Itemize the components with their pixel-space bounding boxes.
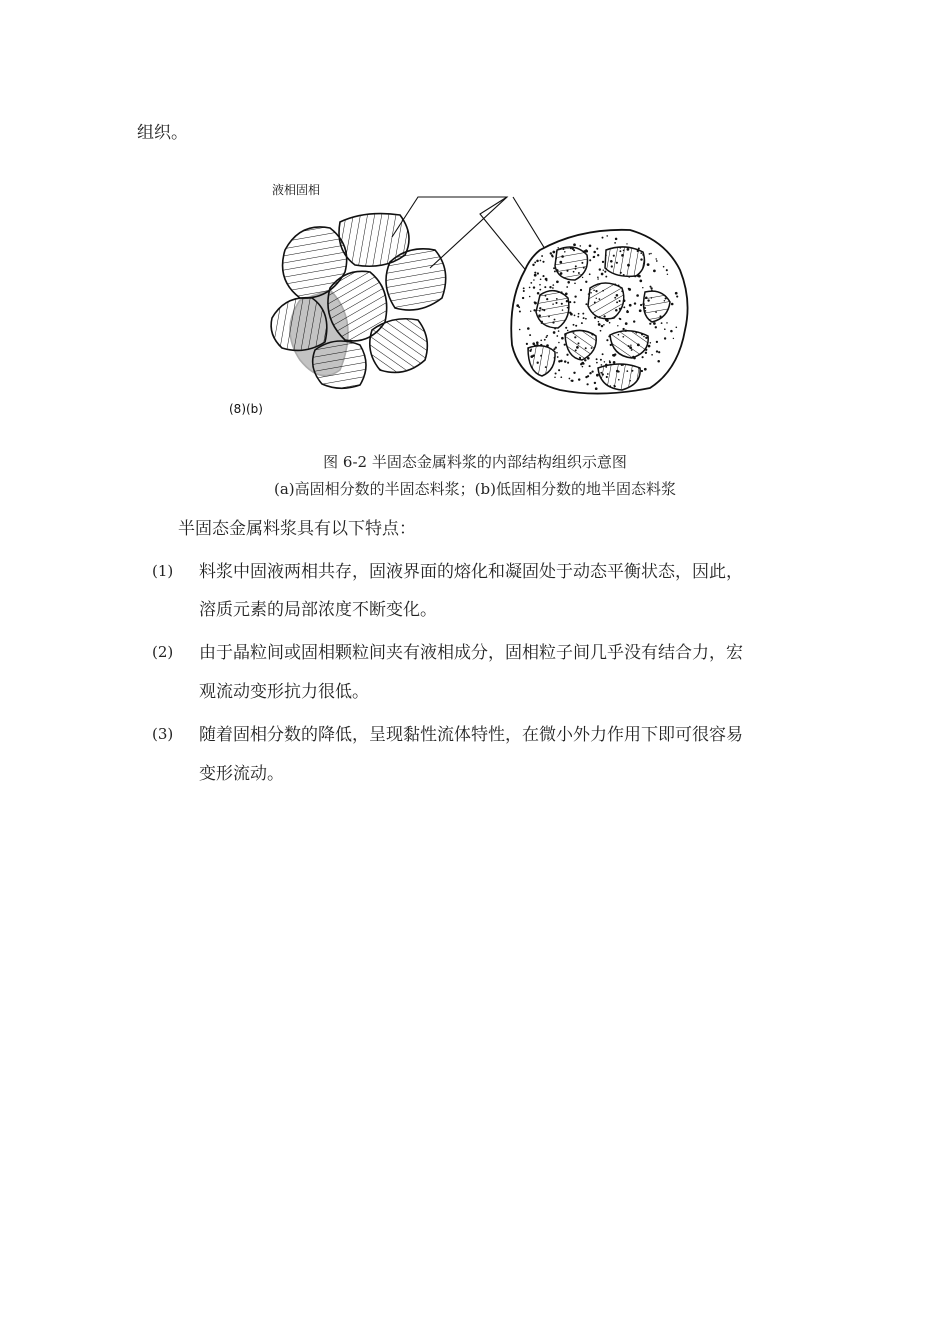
liquid-dot [597, 278, 599, 280]
liquid-dot [650, 342, 652, 344]
list-item-text: 观流动变形抗力很低。 [199, 682, 369, 702]
liquid-dot [567, 362, 569, 364]
liquid-dot [614, 353, 616, 355]
liquid-dot [601, 273, 604, 276]
liquid-dot [552, 284, 554, 286]
liquid-dot [561, 337, 564, 340]
liquid-dot [529, 334, 531, 336]
liquid-dot [625, 322, 628, 325]
liquid-dot [606, 339, 608, 341]
liquid-dot [642, 287, 643, 288]
liquid-dot [522, 297, 524, 299]
liquid-dot [574, 315, 576, 317]
liquid-dot [536, 260, 539, 263]
liquid-dot [565, 327, 567, 329]
liquid-dot [628, 288, 630, 290]
liquid-dot [657, 360, 660, 363]
liquid-dot [577, 316, 579, 318]
liquid-dot [560, 360, 563, 363]
liquid-dot [599, 268, 601, 270]
liquid-dot [540, 278, 542, 280]
liquid-dot [656, 260, 658, 262]
liquid-dot [550, 252, 552, 254]
liquid-dot [666, 322, 668, 324]
liquid-dot [553, 331, 556, 334]
liquid-dot [671, 303, 674, 306]
liquid-dot [519, 329, 521, 331]
liquid-dot [622, 328, 624, 330]
liquid-dot [554, 270, 556, 272]
liquid-dot [594, 382, 596, 384]
liquid-dot [578, 378, 580, 380]
liquid-dot [557, 247, 558, 248]
liquid-dot [656, 341, 658, 343]
liquid-dot [523, 287, 525, 289]
liquid-dot [596, 362, 598, 364]
liquid-dot [602, 353, 604, 355]
liquid-dot [542, 261, 544, 263]
liquid-dot [534, 272, 536, 274]
liquid-dot [544, 339, 546, 341]
list-number: (2) [152, 643, 174, 661]
liquid-dot [555, 346, 557, 348]
liquid-dot [596, 358, 598, 360]
liquid-dot [609, 360, 611, 362]
liquid-dot [595, 387, 598, 390]
list-number: (1) [152, 562, 174, 580]
liquid-dot [626, 243, 627, 244]
liquid-dot [589, 259, 591, 261]
liquid-dot [532, 264, 534, 266]
liquid-dot [585, 376, 587, 378]
liquid-dot [650, 253, 652, 255]
liquid-dot [586, 383, 588, 385]
liquid-dot [580, 289, 582, 291]
liquid-dot [558, 330, 560, 332]
liquid-dot [655, 326, 657, 328]
liquid-dot [533, 279, 535, 281]
liquid-dot [650, 286, 652, 288]
microstructure-figure [0, 0, 950, 420]
liquid-dot [581, 362, 584, 365]
liquid-dot [560, 376, 562, 378]
list-item-text: 随着固相分数的降低，呈现黏性流体特性，在微小外力作用下即可很容易 [199, 725, 743, 745]
liquid-dot [558, 342, 560, 344]
liquid-dot [529, 287, 531, 289]
liquid-dot [650, 287, 652, 289]
liquid-dot [549, 286, 551, 288]
liquid-dot [523, 290, 525, 292]
liquid-dot [589, 273, 591, 275]
liquid-dot [537, 272, 539, 274]
liquid-dot [591, 370, 593, 372]
liquid-dot [569, 378, 571, 380]
liquid-dot [556, 280, 559, 283]
list-item-text: 由于晶粒间或固相颗粒间夹有液相成分，固相粒子间几乎没有结合力，宏 [199, 643, 743, 663]
liquid-dot [597, 277, 599, 279]
liquid-dot [516, 304, 519, 307]
liquid-dot [551, 254, 553, 256]
liquid-dot [578, 313, 580, 315]
liquid-dot [530, 282, 532, 284]
liquid-dot [596, 248, 598, 250]
liquid-dot [573, 372, 575, 374]
liquid-dot [555, 372, 557, 374]
list-number: (3) [152, 725, 174, 743]
liquid-dot [676, 327, 678, 329]
liquid-dot [601, 364, 603, 366]
liquid-dot [539, 284, 541, 286]
liquid-dot [539, 289, 541, 291]
liquid-dot [545, 278, 548, 281]
figure-label-liquid-solid: 液相固相 [272, 183, 321, 197]
liquid-dot [585, 281, 587, 283]
liquid-dot [564, 360, 566, 362]
liquid-dot [574, 295, 576, 297]
liquid-dot [623, 306, 625, 308]
liquid-dot [604, 361, 605, 362]
liquid-dot [546, 335, 548, 337]
liquid-dot [534, 274, 537, 277]
liquid-dot [573, 324, 575, 326]
liquid-dot [589, 372, 591, 374]
liquid-dot [529, 296, 531, 298]
figure-caption-subtitle: (a)高固相分数的半固态料浆；(b)低固相分数的地半固态料浆 [274, 480, 676, 498]
liquid-dot [582, 313, 584, 315]
liquid-dot [604, 271, 606, 273]
figure-label-subfigures: (8)(b) [229, 402, 263, 416]
liquid-dot [585, 303, 587, 305]
liquid-dot [534, 261, 536, 263]
liquid-dot [541, 255, 543, 257]
liquid-dot [530, 310, 531, 311]
liquid-dot [527, 327, 530, 330]
liquid-dot [537, 292, 540, 295]
liquid-dot [651, 354, 653, 356]
text-line: 组织。 [137, 123, 188, 143]
liquid-dot [519, 310, 521, 312]
liquid-dot [556, 352, 558, 354]
liquid-dot [552, 287, 554, 289]
liquid-dot [598, 321, 600, 323]
liquid-dot [661, 322, 663, 324]
liquid-dot [614, 242, 616, 244]
liquid-dot [617, 325, 618, 326]
liquid-dot [596, 374, 599, 377]
liquid-dot [544, 286, 546, 288]
liquid-dot [612, 354, 614, 356]
liquid-dot [602, 237, 604, 239]
liquid-dot [634, 302, 636, 304]
liquid-dot [571, 380, 573, 382]
liquid-dot [642, 356, 644, 358]
liquid-dot [655, 258, 656, 259]
liquid-dot [598, 323, 601, 326]
liquid-dot [636, 294, 639, 297]
liquid-dot [585, 318, 587, 320]
liquid-dot [606, 235, 608, 237]
liquid-dot [580, 245, 582, 247]
figure-a-high-solid-fraction [271, 214, 446, 389]
liquid-dot [601, 325, 603, 327]
liquid-dot [676, 296, 678, 298]
liquid-dot [589, 244, 592, 247]
liquid-dot [600, 359, 602, 361]
liquid-dot [641, 370, 643, 372]
liquid-dot [658, 351, 660, 353]
liquid-dot [540, 339, 542, 341]
liquid-dot [673, 338, 674, 339]
list-item-text: 料浆中固液两相共存，固液界面的熔化和凝固处于动态平衡状态，因此， [199, 562, 743, 582]
liquid-dot [552, 251, 555, 254]
liquid-dot [542, 275, 544, 277]
liquid-dot [653, 270, 656, 273]
liquid-dot [639, 280, 642, 283]
liquid-dot [533, 309, 535, 311]
liquid-dot [629, 304, 632, 307]
liquid-dot [564, 344, 566, 346]
intro-paragraph: 半固态金属料浆具有以下特点： [178, 519, 416, 539]
liquid-dot [645, 352, 647, 354]
liquid-dot [633, 320, 635, 322]
liquid-dot [605, 276, 607, 278]
liquid-dot [656, 350, 658, 352]
liquid-dot [647, 263, 650, 266]
figure-b-low-solid-fraction [511, 230, 687, 394]
liquid-dot [583, 317, 585, 319]
liquid-dot [644, 368, 647, 371]
liquid-dot [558, 369, 560, 371]
liquid-dot [532, 342, 535, 345]
liquid-dot [664, 328, 666, 330]
liquid-dot [602, 261, 604, 263]
liquid-dot [603, 270, 604, 271]
liquid-dot [639, 309, 642, 312]
liquid-dot [536, 341, 539, 344]
liquid-dot [606, 319, 609, 322]
liquid-dot [597, 254, 599, 256]
liquid-dot [594, 317, 596, 319]
liquid-dot [589, 365, 591, 367]
liquid-dot [613, 361, 616, 364]
liquid-dot [649, 253, 651, 255]
liquid-dot [615, 238, 618, 241]
liquid-dot [567, 281, 570, 284]
liquid-dot [566, 354, 568, 356]
liquid-dot [675, 292, 678, 295]
liquid-dot [575, 325, 577, 327]
liquid-dot [573, 301, 575, 303]
list-item-text: 溶质元素的局部浓度不断变化。 [199, 600, 437, 620]
liquid-dot [670, 330, 673, 333]
liquid-dot [540, 260, 542, 262]
liquid-dot [640, 304, 642, 306]
liquid-dot [653, 322, 656, 325]
liquid-dot [557, 356, 559, 358]
liquid-dot [600, 330, 602, 332]
liquid-dot [609, 322, 611, 324]
liquid-dot [574, 282, 576, 284]
liquid-dot [556, 335, 558, 337]
liquid-dot [648, 345, 651, 348]
liquid-dot [663, 266, 665, 268]
figure-caption: 图 6-2 半固态金属料浆的内部结构组织示意图 [323, 453, 627, 471]
liquid-dot [526, 343, 528, 345]
liquid-dot [593, 256, 595, 258]
liquid-dot [534, 301, 536, 303]
list-item-text: 变形流动。 [199, 764, 284, 784]
liquid-dot [566, 286, 568, 288]
liquid-dot [582, 277, 583, 278]
liquid-dot [581, 322, 583, 324]
liquid-dot [533, 286, 535, 288]
liquid-dot [554, 377, 556, 379]
liquid-dot [603, 324, 605, 326]
liquid-dot [619, 318, 621, 320]
liquid-dot [567, 330, 568, 331]
liquid-dot [666, 269, 668, 271]
liquid-dot [574, 244, 576, 246]
liquid-dot [582, 366, 584, 368]
liquid-dot [627, 311, 629, 313]
liquid-dot [593, 251, 596, 254]
liquid-dot [570, 313, 573, 316]
liquid-dot [649, 323, 651, 325]
liquid-dot [667, 274, 668, 275]
liquid-dot [664, 337, 666, 339]
